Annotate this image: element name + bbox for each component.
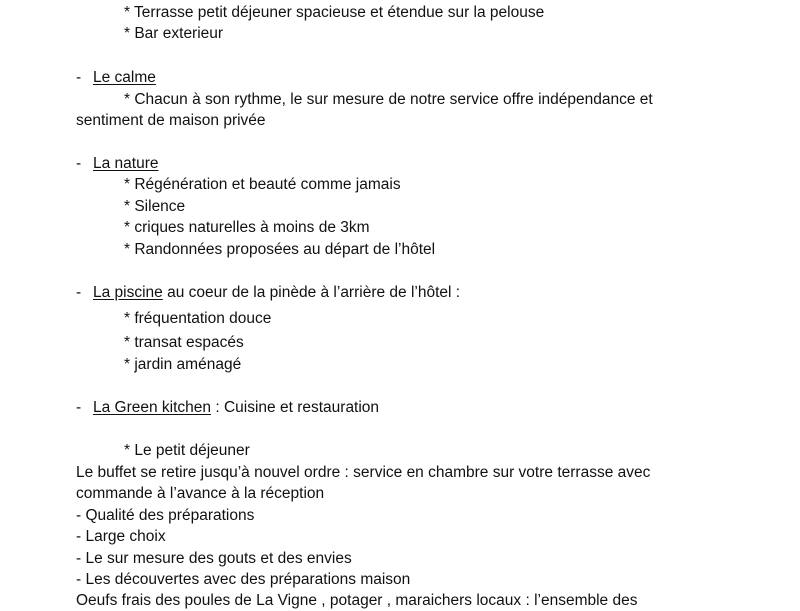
bullet-silence: * Silence — [124, 198, 186, 215]
text-commande: commande à l’avance à la réception — [76, 485, 325, 502]
text-oeufs: Oeufs frais des poules de La Vigne , potager , maraichers locaux : l’ensemble des — [76, 592, 638, 609]
dash-marker: - — [76, 69, 82, 86]
dash-marker: - — [76, 155, 82, 172]
section-piscine — [76, 283, 460, 303]
item-sur-mesure: - Le sur mesure des gouts et des envies — [76, 550, 352, 567]
heading-piscine: La piscine — [93, 284, 163, 301]
dash-marker: - — [76, 399, 82, 416]
heading-green-kitchen: La Green kitchen — [93, 399, 212, 416]
heading-calme: Le calme — [93, 69, 156, 86]
bullet-petit-dejeuner: * Le petit déjeuner — [124, 442, 250, 459]
item-qualite: - Qualité des préparations — [76, 507, 255, 524]
text-buffet: Le buffet se retire jusqu’à nouvel ordre : service en chambre sur votre terrasse avec — [76, 464, 651, 481]
bullet-jardin: * jardin aménagé — [124, 356, 242, 373]
dash-marker: - — [76, 284, 82, 301]
bullet-bar: * Bar exterieur — [124, 25, 224, 42]
bullet-frequentation: * fréquentation douce — [124, 310, 272, 327]
heading-piscine-rest: au coeur de la pinède à l’arrière de l’hôtel : — [162, 284, 461, 301]
bullet-transat: * transat espacés — [124, 334, 244, 351]
bullet-regeneration: * Régénération et beauté comme jamais — [124, 176, 401, 193]
heading-green-kitchen-rest: : Cuisine et restauration — [211, 399, 380, 416]
bullet-terrasse: * Terrasse petit déjeuner spacieuse et étendue sur la pelouse — [124, 4, 545, 21]
heading-nature: La nature — [93, 155, 159, 172]
section-calme — [76, 68, 156, 88]
bullet-criques: * criques naturelles à moins de 3km — [124, 219, 370, 236]
section-nature — [76, 154, 159, 174]
item-decouvertes: - Les découvertes avec des préparations maison — [76, 571, 411, 588]
text-continuation: sentiment de maison privée — [76, 112, 266, 129]
section-green-kitchen — [76, 398, 379, 418]
item-choix: - Large choix — [76, 528, 166, 545]
bullet-rythme: * Chacun à son rythme, le sur mesure de notre service offre indépendance et — [124, 91, 653, 108]
bullet-randonnees: * Randonnées proposées au départ de l’hôtel — [124, 241, 436, 258]
